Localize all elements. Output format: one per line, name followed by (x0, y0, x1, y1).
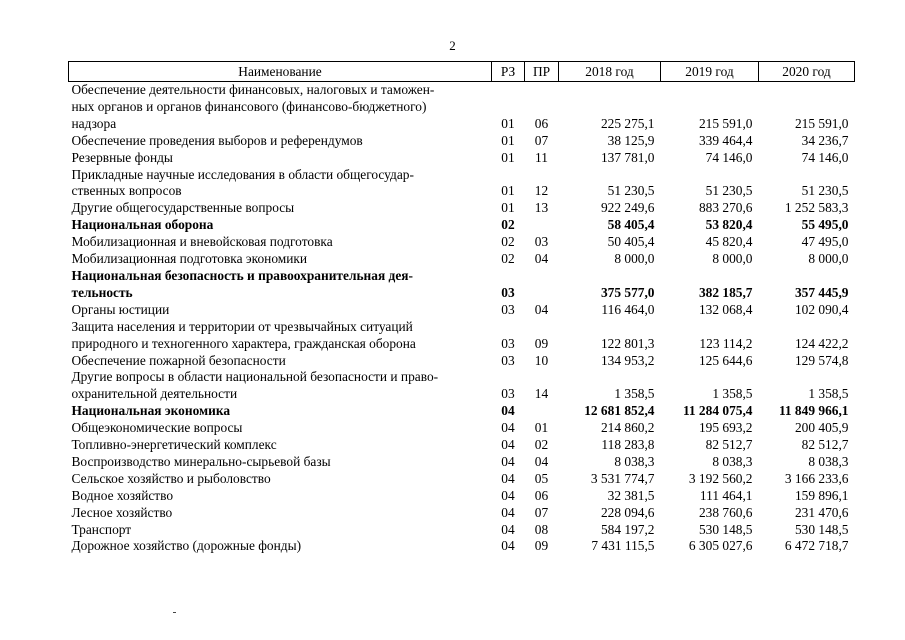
cell-name: Национальная оборона (71, 217, 214, 233)
table-row (69, 437, 855, 454)
cell-2019: 3 192 560,2 (688, 470, 753, 486)
cell-pr: 06 (534, 487, 549, 503)
cell-2020: 47 495,0 (801, 234, 849, 250)
table-row (69, 538, 855, 555)
cell-2018: 134 953,2 (600, 352, 655, 368)
cell-2020: 51 230,5 (801, 183, 849, 199)
cell-2018: 584 197,2 (600, 521, 655, 537)
cell-2019: 132 068,4 (698, 301, 753, 317)
table-row (69, 150, 855, 167)
cell-2020: 55 495,0 (801, 217, 849, 233)
table-row (69, 319, 855, 353)
cell-pr: 09 (534, 538, 549, 554)
cell-rz: 03 (501, 284, 515, 300)
cell-2020: 6 472 718,7 (784, 538, 849, 554)
cell-2020: 74 146,0 (801, 149, 849, 165)
cell-2018: 228 094,6 (600, 504, 655, 520)
cell-pr (525, 217, 559, 234)
cell-2020: 1 252 583,3 (784, 200, 849, 216)
cell-name: Топливно-энергетический комплекс (71, 437, 277, 453)
table-row (69, 353, 855, 370)
cell-name: Другие общегосударственные вопросы (71, 200, 295, 216)
cell-pr: 05 (534, 470, 549, 486)
table-row (69, 420, 855, 437)
cell-pr: 03 (534, 234, 549, 250)
header-name: Наименование (69, 62, 492, 82)
cell-2018: 32 381,5 (607, 487, 655, 503)
cell-2019: 111 464,1 (699, 487, 753, 503)
cell-pr: 02 (534, 437, 549, 453)
cell-2018: 8 000,0 (614, 251, 655, 267)
table-row (69, 403, 855, 420)
cell-name: Общеэкономические вопросы (71, 420, 243, 436)
cell-2019: 45 820,4 (705, 234, 753, 250)
cell-name: Национальная безопасность и правоохранительная дея- тельность (71, 267, 413, 300)
cell-2020: 8 038,3 (808, 453, 849, 469)
table-row (69, 82, 855, 133)
cell-rz: 04 (501, 504, 515, 520)
cell-name: Другие вопросы в области национальной безопасности и право- охранительной деятельности (71, 369, 439, 402)
table-row (69, 167, 855, 201)
cell-2019: 51 230,5 (705, 183, 753, 199)
cell-2020: 129 574,8 (794, 352, 849, 368)
cell-rz: 01 (501, 132, 515, 148)
cell-2020: 124 422,2 (794, 335, 849, 351)
cell-2018: 12 681 852,4 (584, 403, 655, 419)
cell-2020: 82 512,7 (801, 437, 849, 453)
cell-rz: 01 (501, 183, 515, 199)
cell-pr: 04 (534, 453, 549, 469)
cell-pr: 06 (534, 115, 549, 131)
cell-rz: 03 (501, 301, 515, 317)
cell-pr: 11 (535, 149, 548, 165)
cell-2020: 3 166 233,6 (784, 470, 849, 486)
cell-name: Обеспечение деятельности финансовых, налоговых и таможен- ных органов и органов финансового (финансово-бюджетного) надзора (71, 82, 435, 131)
cell-pr: 14 (534, 386, 549, 402)
header-2018: 2018 год (559, 62, 661, 82)
cell-2019: 883 270,6 (698, 200, 753, 216)
cell-rz: 04 (501, 403, 515, 419)
cell-2018: 58 405,4 (607, 217, 655, 233)
cell-2020: 530 148,5 (794, 521, 849, 537)
cell-rz: 01 (501, 200, 515, 216)
cell-pr: 07 (534, 132, 549, 148)
cell-pr: 04 (534, 301, 549, 317)
cell-2019: 8 000,0 (712, 251, 753, 267)
table-row (69, 268, 855, 302)
table-row (69, 505, 855, 522)
cell-pr (525, 268, 559, 302)
cell-name: Дорожное хозяйство (дорожные фонды) (71, 538, 302, 554)
cell-rz: 01 (501, 115, 515, 131)
cell-2018: 375 577,0 (600, 284, 655, 300)
cell-pr: 13 (534, 200, 549, 216)
cell-name: Национальная экономика (71, 403, 231, 419)
table-row (69, 488, 855, 505)
cell-2019: 125 644,6 (698, 352, 753, 368)
cell-name: Органы юстиции (71, 301, 170, 317)
cell-2020: 159 896,1 (794, 487, 849, 503)
cell-2018: 8 038,3 (614, 453, 655, 469)
cell-pr: 04 (534, 251, 549, 267)
cell-2019: 339 464,4 (698, 132, 753, 148)
cell-name: Водное хозяйство (71, 487, 174, 503)
cell-2019: 238 760,6 (698, 504, 753, 520)
cell-rz: 04 (501, 487, 515, 503)
budget-table (68, 61, 855, 555)
cell-pr: 01 (534, 420, 549, 436)
table-row (69, 522, 855, 539)
cell-2018: 225 275,1 (600, 115, 655, 131)
cell-2020: 8 000,0 (808, 251, 849, 267)
cell-rz: 04 (501, 420, 515, 436)
cell-2018: 51 230,5 (607, 183, 655, 199)
cell-2020: 34 236,7 (801, 132, 849, 148)
cell-name: Воспроизводство минерально-сырьевой базы (71, 453, 331, 469)
cell-2018: 214 860,2 (600, 420, 655, 436)
cell-rz: 04 (501, 538, 515, 554)
cell-name: Прикладные научные исследования в области общегосудар- ственных вопросов (71, 166, 414, 199)
cell-2019: 8 038,3 (712, 453, 753, 469)
page-number: 2 (449, 38, 456, 53)
cell-2019: 1 358,5 (712, 386, 753, 402)
cell-2019: 6 305 027,6 (688, 538, 753, 554)
table-row (69, 471, 855, 488)
cell-2019: 123 114,2 (699, 335, 753, 351)
table-row (69, 200, 855, 217)
header-pr: ПР (525, 62, 559, 82)
table-row (69, 302, 855, 319)
table-row (69, 133, 855, 150)
cell-2020: 200 405,9 (794, 420, 849, 436)
cell-2018: 137 781,0 (600, 149, 655, 165)
cell-name: Сельское хозяйство и рыболовство (71, 470, 271, 486)
cell-name: Лесное хозяйство (71, 504, 173, 520)
cell-2019: 215 591,0 (698, 115, 753, 131)
cell-2020: 357 445,9 (794, 284, 849, 300)
cell-2020: 215 591,0 (794, 115, 849, 131)
cell-name: Обеспечение пожарной безопасности (71, 352, 286, 368)
cell-2020: 102 090,4 (794, 301, 849, 317)
cell-2018: 1 358,5 (614, 386, 655, 402)
cell-name: Обеспечение проведения выборов и референдумов (71, 132, 363, 148)
cell-name: Транспорт (71, 521, 132, 537)
table-row (69, 234, 855, 251)
cell-2018: 7 431 115,5 (591, 538, 655, 554)
table-header-row (69, 62, 855, 82)
cell-pr: 12 (534, 183, 549, 199)
cell-rz: 04 (501, 453, 515, 469)
cell-pr: 09 (534, 335, 549, 351)
cell-2019: 74 146,0 (705, 149, 753, 165)
cell-rz: 02 (501, 251, 515, 267)
cell-name: Мобилизационная подготовка экономики (71, 251, 308, 267)
cell-2019: 530 148,5 (698, 521, 753, 537)
cell-2018: 118 283,8 (601, 437, 655, 453)
cell-rz: 01 (501, 149, 515, 165)
table-row (69, 369, 855, 403)
cell-2018: 3 531 774,7 (590, 470, 655, 486)
cell-2019: 382 185,7 (698, 284, 753, 300)
header-2020: 2020 год (759, 62, 855, 82)
cell-name: Защита населения и территории от чрезвычайных ситуаций природного и техногенного характера, гражданская оборона (71, 318, 416, 351)
cell-pr: 07 (534, 504, 549, 520)
table-row (69, 217, 855, 234)
cell-2018: 922 249,6 (600, 200, 655, 216)
cell-name: Мобилизационная и вневойсковая подготовка (71, 234, 333, 250)
cell-2020: 11 849 966,1 (778, 403, 849, 419)
cell-pr: 10 (534, 352, 549, 368)
cell-2019: 53 820,4 (705, 217, 753, 233)
cell-rz: 03 (501, 335, 515, 351)
cell-rz: 03 (501, 352, 515, 368)
cell-2020: 1 358,5 (808, 386, 849, 402)
cell-rz: 02 (501, 217, 515, 233)
table-row (69, 251, 855, 268)
cell-rz: 04 (501, 470, 515, 486)
table-row (69, 454, 855, 471)
cell-rz: 03 (501, 386, 515, 402)
cell-rz: 04 (501, 521, 515, 537)
scan-mark (173, 612, 176, 613)
cell-2018: 122 801,3 (600, 335, 655, 351)
cell-2019: 11 284 075,4 (682, 403, 753, 419)
cell-pr: 08 (534, 521, 549, 537)
cell-2019: 195 693,2 (698, 420, 753, 436)
cell-name: Резервные фонды (71, 149, 173, 165)
cell-2018: 50 405,4 (607, 234, 655, 250)
header-2019: 2019 год (661, 62, 759, 82)
cell-2020: 231 470,6 (794, 504, 849, 520)
cell-pr (525, 403, 559, 420)
cell-2018: 116 464,0 (601, 301, 655, 317)
cell-2018: 38 125,9 (607, 132, 655, 148)
cell-rz: 04 (501, 437, 515, 453)
header-rz: РЗ (492, 62, 525, 82)
cell-2019: 82 512,7 (705, 437, 753, 453)
table-body (69, 82, 855, 556)
cell-rz: 02 (501, 234, 515, 250)
